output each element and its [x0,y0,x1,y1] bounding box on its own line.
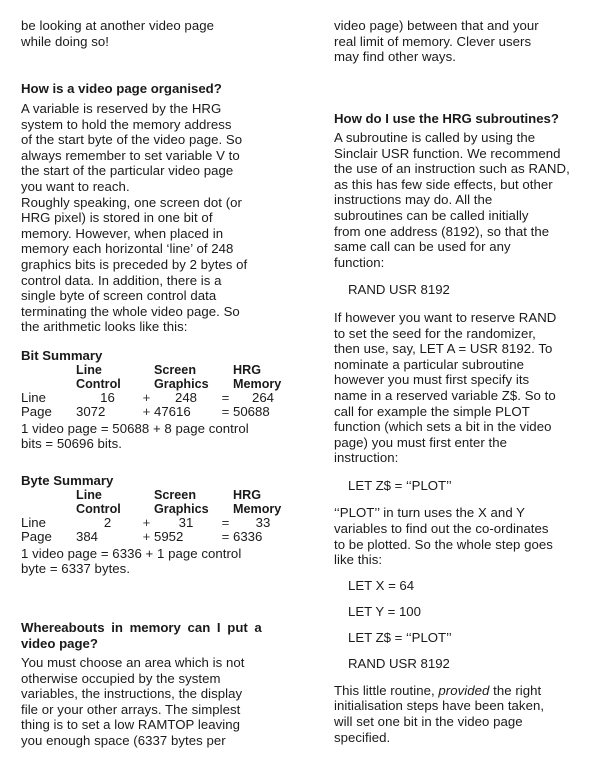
header-hrg-memory: HRG [233,363,261,377]
table-row [21,516,293,530]
code-step: RAND USR 8192 [348,656,450,672]
text-line: system to hold the memory address [21,116,232,132]
cell-graphics: 5952 [154,528,184,544]
text-line: function: [334,254,385,270]
summary-header-row [21,489,293,503]
text-line: A subroutine is called by using the [334,130,536,145]
table-row [21,405,293,419]
continued-text [334,18,539,65]
section-heading: How is a video page organised? [21,81,222,96]
paragraph [334,683,570,745]
text-line: always remember to set variable V to [21,147,240,163]
section-heading: Whereabouts in memory can I put a [21,620,262,635]
text-line: ‘‘PLOT’’ in turn uses the X and Y [334,505,526,521]
bit-summary-table [21,364,293,419]
text-line: however you must first specify its [334,372,530,388]
section-video-page-organised [21,81,247,335]
summary-header-row [21,364,293,378]
paragraph [334,130,570,270]
text-line: memory. However, when placed in [21,225,224,241]
text-line: the use of an instruction such as RAND, [334,161,570,177]
byte-summary-table [21,489,293,544]
text-line: may find other ways. [334,49,456,65]
paragraph [21,195,247,335]
text-line: to be plotted. So the whole step goes [334,536,553,552]
paragraph [334,310,570,466]
text-line: to set the seed for the randomizer, [334,325,536,341]
bit-summary [21,348,293,452]
text-line: instructions may do. All the [334,192,493,208]
cell-memory: 6336 [233,528,263,544]
text-line: instruction: [334,450,399,466]
text-line: nominate a particular subroutine [334,356,524,372]
summary-footer [21,421,293,452]
text-line: of the start byte of the video page. So [21,132,243,148]
code-step: LET Z$ = ‘‘PLOT’’ [348,630,452,646]
text-line: same call can be used for any [334,239,511,255]
text-line: specified. [334,729,391,745]
cell-memory: 264 [251,390,274,405]
text-line: you enough space (6337 bytes per [21,732,226,748]
text-line: bits = 50696 bits. [21,436,122,452]
code-step: LET Y = 100 [348,603,421,619]
summary-footer [21,546,293,577]
intro-text [21,18,214,49]
equals-sign: = [221,515,230,530]
code-example: RAND USR 8192 [348,282,450,298]
text-line: If however you want to reserve RAND [334,309,557,325]
header-screen-graphics: Screen [154,363,197,377]
text-line: real limit of memory. Clever users [334,33,532,49]
text-line: thing is to set a low RAMTOP leaving [21,717,241,733]
cell-graphics: 31 [178,515,194,530]
code-step: LET X = 64 [348,577,415,593]
equals-sign: = [221,528,230,544]
text-line: while doing so! [21,33,109,49]
text-line: the start of the particular video page [21,163,234,179]
text-line: as this has few side effects, but other [334,176,553,192]
equals-sign: = [221,390,230,405]
table-row [21,391,293,405]
plus-sign: + [142,515,151,530]
text-line: This little routine, provided the right [334,682,542,698]
header-line-control: Line [76,363,102,377]
text-line: Roughly speaking, one screen dot (or [21,194,242,210]
summary-title: Bit Summary [21,348,103,363]
text-line: You must choose an area which is not [21,655,245,670]
text-line: variables, the instructions, the display [21,686,243,702]
cell-control: 16 [100,390,115,405]
plus-sign: + [142,528,151,544]
text-line: from one address (8192), so that the [334,223,550,239]
header-hrg-memory: HRG [233,488,261,502]
section-whereabouts-in-memory [21,620,262,749]
text-line: function (which sets a bit in the video [334,419,552,435]
text-line: like this: [334,552,383,568]
text-line: the arithmetic looks like this: [21,319,188,335]
row-label: Line [21,390,46,405]
row-label: Line [21,515,46,530]
cell-control: 3072 [76,403,106,419]
text-line: graphics bits is preceded by 2 bytes of [21,256,248,272]
text-line: memory each horizontal ‘line’ of 248 [21,241,234,257]
row-label: Page [21,403,52,419]
code-example: LET Z$ = ‘‘PLOT’’ [348,477,452,493]
header-line-control: Control [76,501,121,516]
text-line: call for example the simple PLOT [334,403,530,419]
header-line-control: Line [76,488,102,502]
byte-summary [21,473,293,577]
text-line: file or your other arrays. The simplest [21,701,241,717]
emphasis-provided: provided [438,682,490,698]
text-line: page) you must first enter the [334,434,508,450]
text-line: you want to reach. [21,178,130,194]
row-label: Page [21,528,52,544]
text-line: initialisation steps have been taken, [334,698,545,714]
header-line-control: Control [76,376,121,391]
text-line: byte = 6337 bytes. [21,561,131,577]
text-line: 1 video page = 6336 + 1 page control [21,545,242,561]
header-screen-graphics: Screen [154,488,197,502]
text-line: video page) between that and your [334,18,539,33]
plus-sign: + [142,403,151,419]
plus-sign: + [142,390,151,405]
cell-control: 384 [76,528,99,544]
text-line: be looking at another video page [21,18,214,33]
text-line: then use, say, LET A = USR 8192. To [334,341,553,357]
text-line: will set one bit in the video page [334,713,523,729]
header-screen-graphics: Graphics [154,376,209,391]
cell-memory: 50688 [233,403,270,419]
table-row [21,530,293,544]
text-line: Sinclair USR function. We recommend [334,145,561,161]
section-heading: How do I use the HRG subroutines? [334,111,559,126]
summary-header-row [21,378,293,392]
text-line: subroutines can be called initially [334,207,529,223]
text-line: single byte of screen control data [21,288,217,304]
text-line: otherwise occupied by the system [21,670,221,686]
header-hrg-memory: Memory [233,501,282,516]
text-line: variables to find out the co-ordinates [334,521,549,537]
header-screen-graphics: Graphics [154,501,209,516]
code-steps [334,578,570,672]
section-heading: video page? [21,636,98,651]
cell-graphics: 248 [174,390,197,405]
text-line: name in a reserved variable Z$. So to [334,387,556,403]
text-line: 1 video page = 50688 + 8 page control [21,420,249,436]
summary-header-row [21,503,293,517]
cell-memory: 33 [255,515,271,530]
paragraph [21,655,262,749]
cell-control: 2 [103,515,112,530]
text-line: control data. In addition, there is a [21,272,222,288]
text-line: terminating the whole video page. So [21,303,240,319]
text-line: A variable is reserved by the HRG [21,101,222,116]
paragraph [334,505,570,567]
cell-graphics: 47616 [154,403,191,419]
section-hrg-subroutines [334,111,570,745]
header-hrg-memory: Memory [233,376,282,391]
paragraph [21,101,247,195]
equals-sign: = [221,403,230,419]
text-line: HRG pixel) is stored in one bit of [21,210,213,226]
summary-title: Byte Summary [21,473,114,488]
